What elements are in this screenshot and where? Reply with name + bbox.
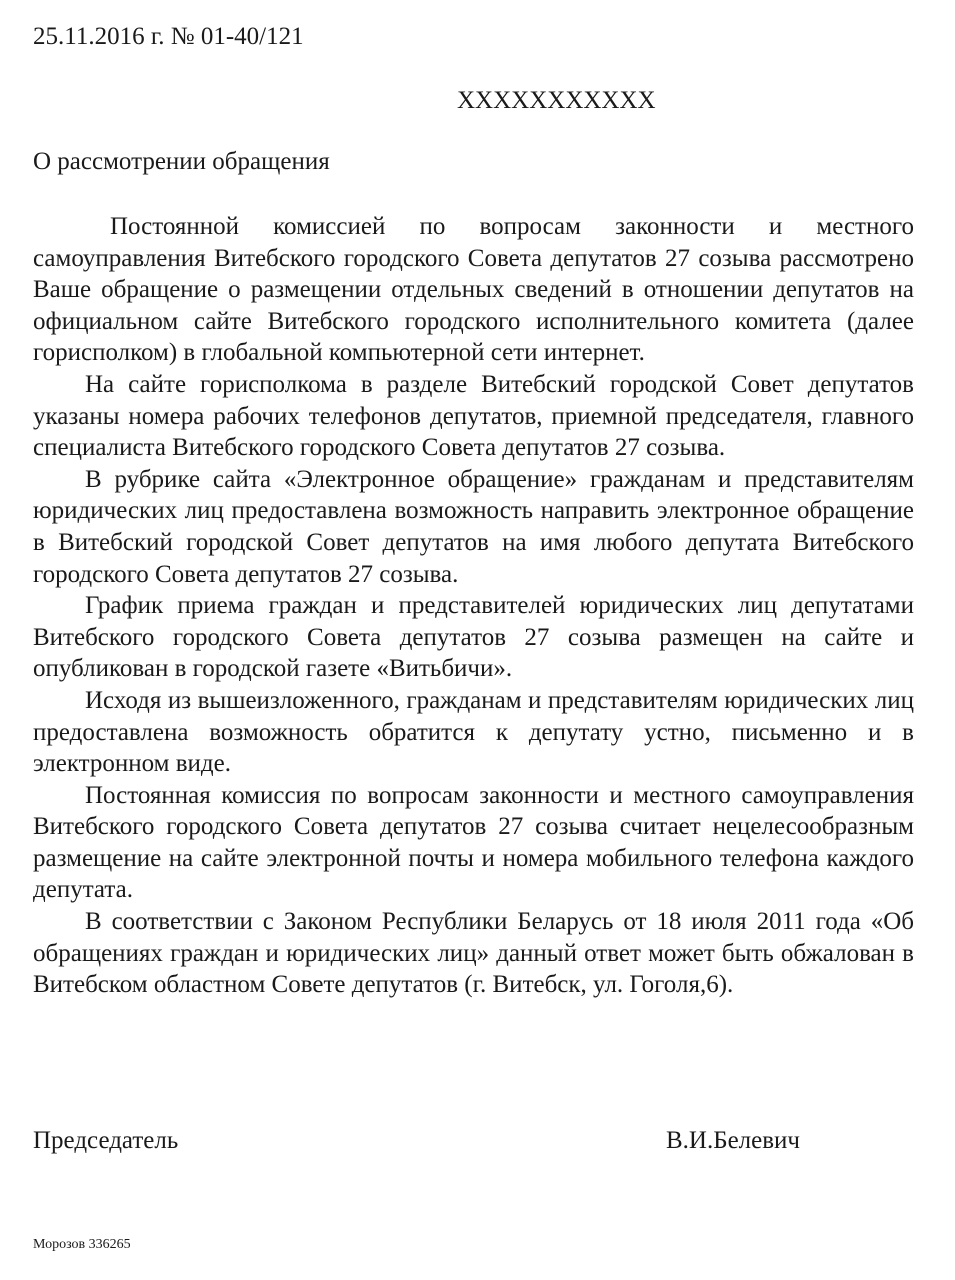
date-and-number: 25.11.2016 г. № 01-40/121	[33, 23, 304, 50]
paragraph-2: На сайте горисполкома в разделе Витебский городской Совет депутатов указаны номера рабочих телефонов депутатов, приемной председателя, главного специалиста Витебского городского Совета депутатов 27 созыва.	[33, 370, 914, 462]
addressee: XXXXXXXXXXX	[457, 87, 656, 114]
document-body	[33, 211, 914, 1001]
paragraph-1: Постоянной комиссией по вопросам законности и местного самоуправления Витебского городского Совета депутатов 27 созыва рассмотрено Ваше обращение о размещении отдельных сведений в отношении депутатов на официальном сайте Витебского городского исполнительного комитета (далее горисполком) в глобальной компьютерной сети интернет.	[33, 213, 914, 367]
document-subject: О рассмотрении обращения	[33, 148, 330, 175]
paragraph-3: В рубрике сайта «Электронное обращение» гражданам и представителям юридических лиц предоставлена возможность направить электронное обращение в Витебский городской Совет депутатов на имя любого депутата Витебского городского Совета депутатов 27 созыва.	[33, 465, 914, 588]
signatory-name: В.И.Белевич	[666, 1127, 801, 1154]
paragraph-5: Исходя из вышеизложенного, гражданам и представителям юридических лиц предоставлена возможность обратится к депутату устно, письменно и в электронном виде.	[33, 686, 914, 778]
paragraph-7: В соответствии с Законом Республики Беларусь от 18 июля 2011 года «Об обращениях граждан и юридических лиц» данный ответ может быть обжалован в Витебском областном Совете депутатов (г. Витебск, ул. Гоголя,6).	[33, 908, 914, 999]
executor-note: Морозов 336265	[33, 1237, 131, 1252]
paragraph-6: Постоянная комиссия по вопросам законности и местного самоуправления Витебского городского Совета депутатов 27 созыва считает нецелесообразным размещение на сайте электронной почты и номера мобильного телефона каждого депутата.	[33, 781, 914, 904]
signature-block	[33, 1124, 914, 1160]
paragraph-4: График приема граждан и представителей юридических лиц депутатами Витебского городского Совета депутатов 27 созыва размещен на сайте и опубликован в городской газете «Витьбичи».	[33, 592, 914, 683]
signatory-role: Председатель	[33, 1127, 179, 1154]
